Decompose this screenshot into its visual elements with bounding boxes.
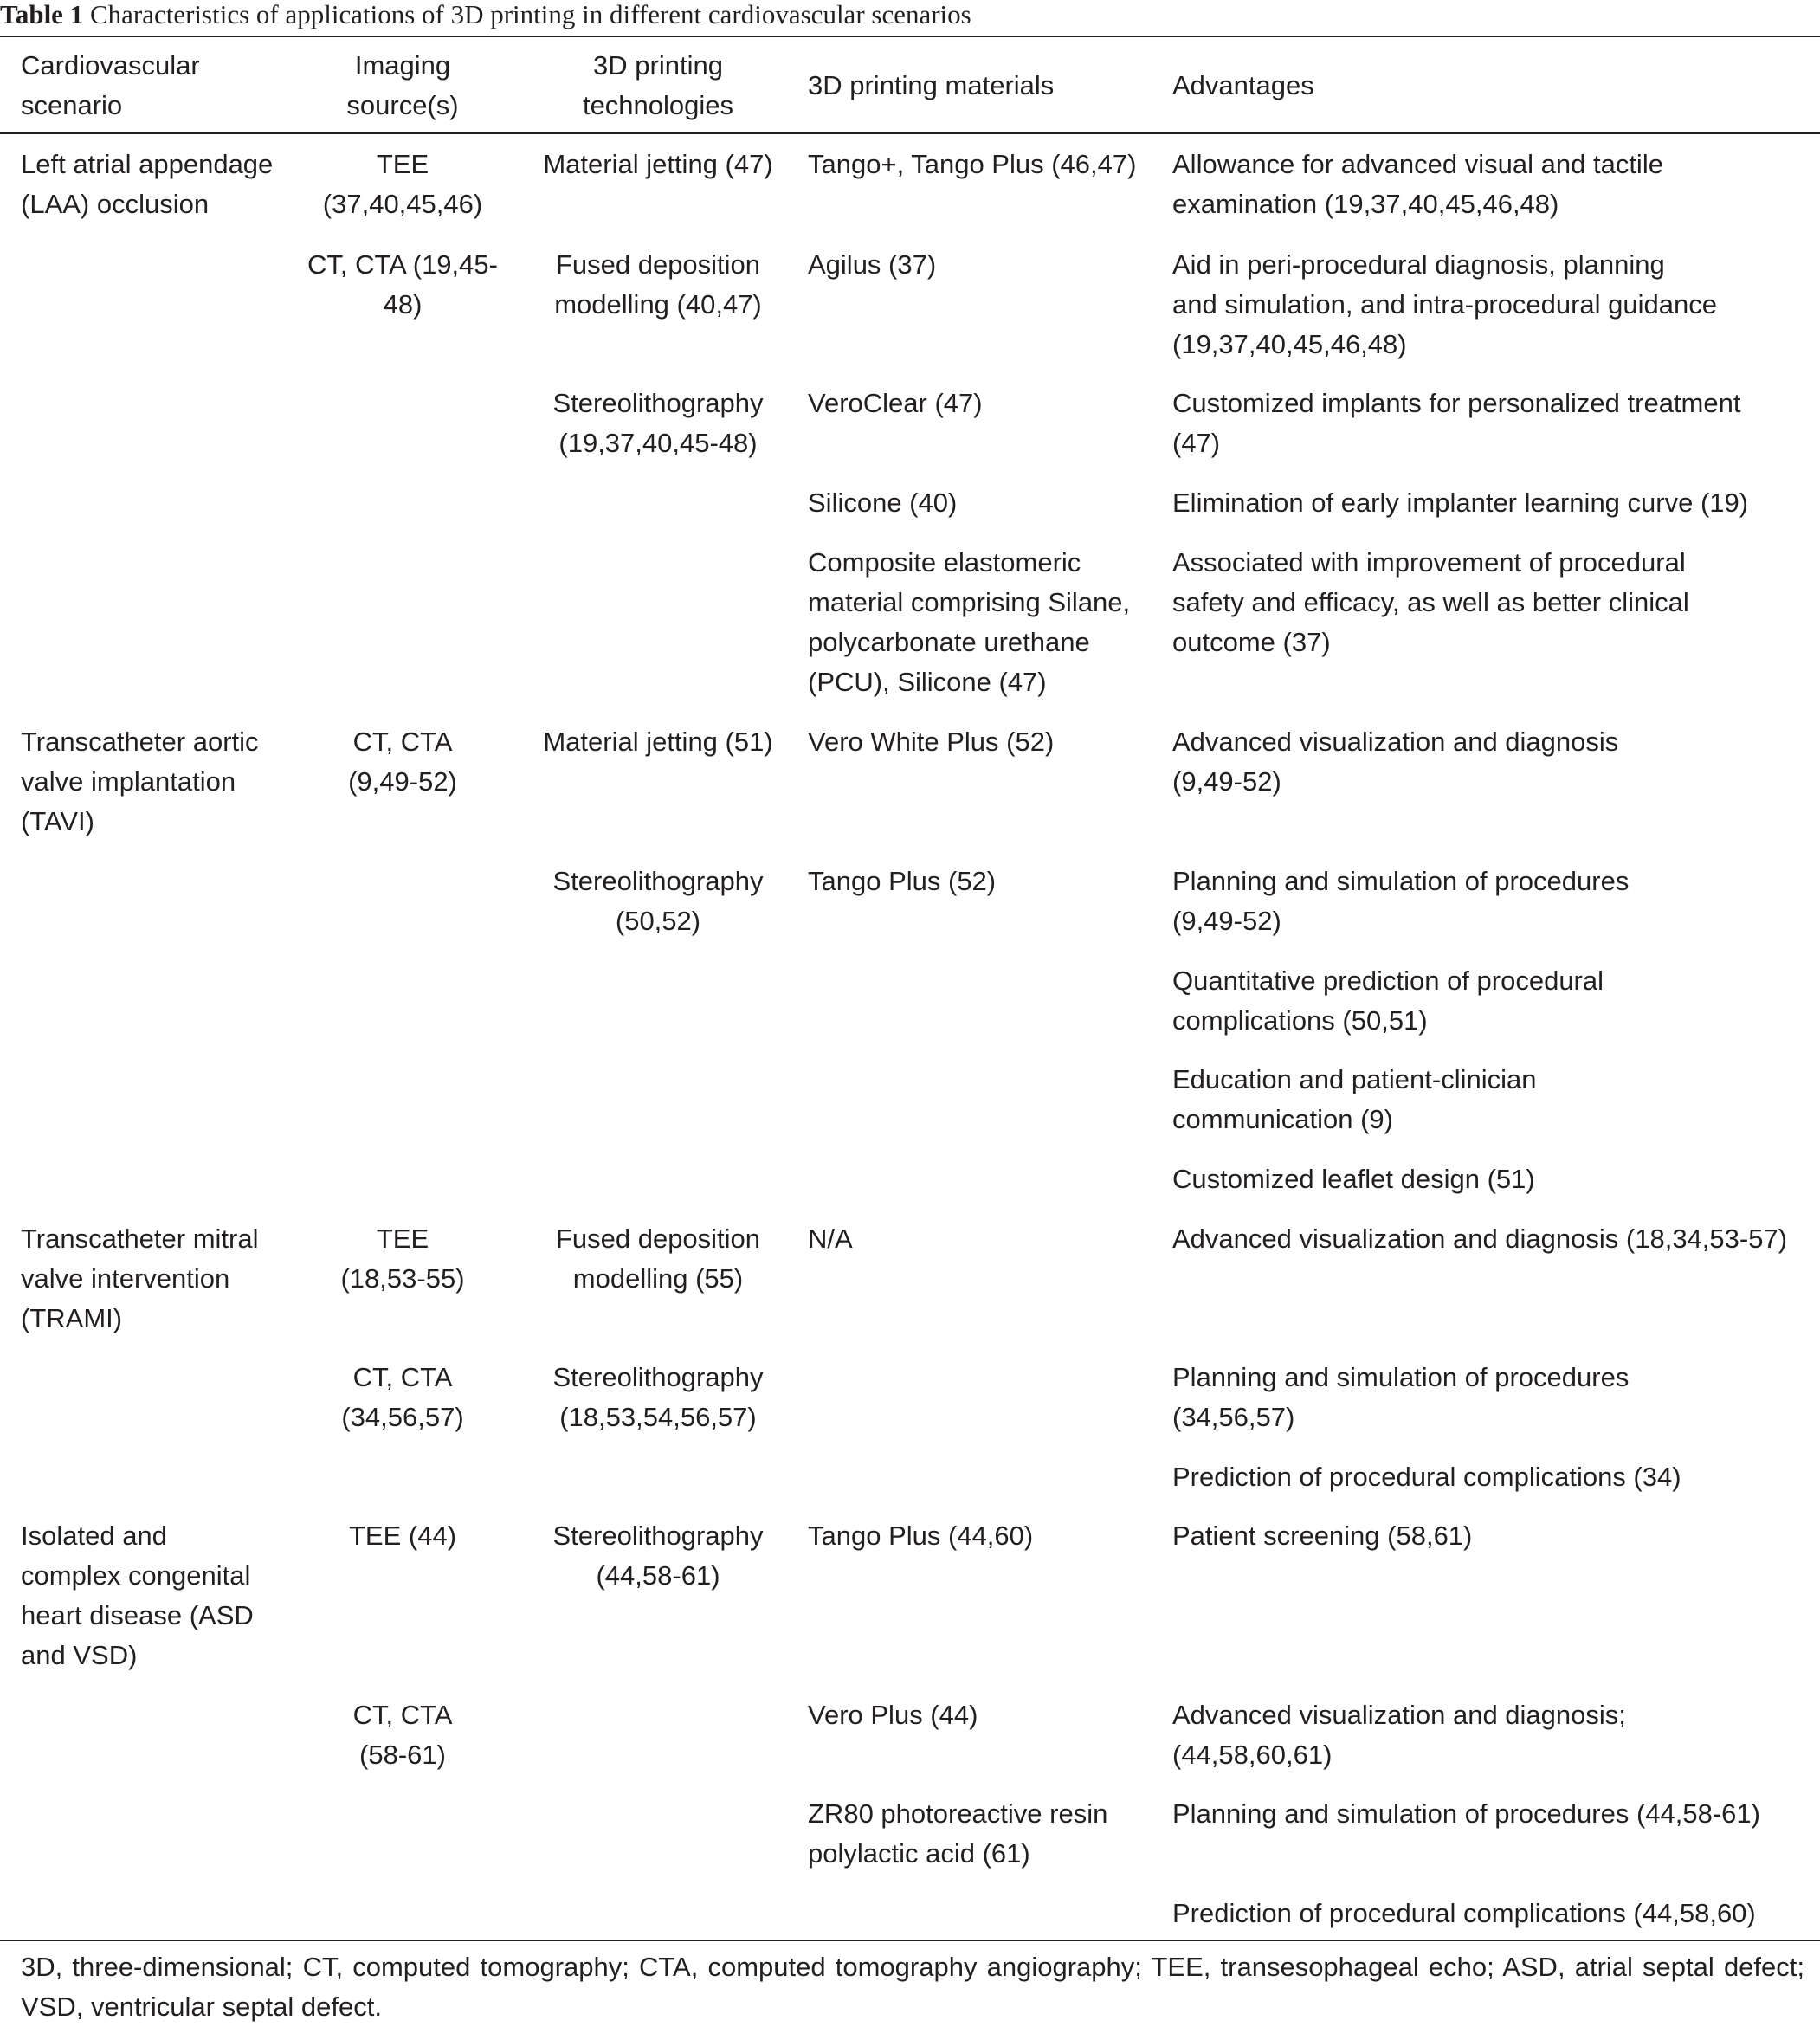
advantage-cell: Patient screening (58,61) (1172, 1520, 1473, 1551)
advantage-cell: Elimination of early implanter learning curve (19) (1172, 487, 1749, 518)
table-title: Characteristics of applications of 3D printing in different cardiovascular scenarios (89, 0, 971, 29)
advantage-cell: Customized implants for personalized treatment (47) (1172, 388, 1741, 458)
table-footnote: 3D, three-dimensional; CT, computed tomography; CTA, computed tomography angiography; TEE, transesophageal echo; ASD, atrial septal defect; VSD, ventricular septal defect. (21, 1952, 1804, 2022)
technology-cell: Stereolithography (18,53,54,56,57) (552, 1362, 764, 1432)
advantage-cell: Associated with improvement of procedural safety and efficacy, as well as better clinical outcome (37) (1172, 547, 1689, 657)
advantage-cell: Planning and simulation of procedures (34,56,57) (1172, 1362, 1630, 1432)
imaging-cell: CT, CTA (34,56,57) (341, 1362, 464, 1432)
technology-cell: Fused deposition modelling (40,47) (554, 249, 762, 320)
material-cell: Composite elastomeric material comprising Silane, polycarbonate urethane (PCU), Silicone (47) (808, 547, 1131, 697)
technology-cell: Material jetting (51) (543, 726, 773, 757)
technology-cell: Material jetting (47) (543, 149, 773, 179)
imaging-cell: TEE (37,40,45,46) (322, 149, 483, 219)
material-cell: Tango Plus (44,60) (808, 1520, 1034, 1551)
material-cell: Tango Plus (52) (808, 866, 997, 896)
advantage-cell: Education and patient-clinician communication (9) (1172, 1064, 1537, 1134)
scenario-cell: Isolated and complex congenital heart disease (ASD and VSD) (21, 1520, 254, 1670)
advantage-cell: Advanced visualization and diagnosis; (44,58,60,61) (1172, 1700, 1626, 1770)
material-cell: N/A (808, 1223, 853, 1254)
header-imaging-sources: Imaging source(s) (346, 50, 459, 120)
table-label: Table 1 (0, 0, 84, 29)
table-bottom-rule (0, 1940, 1820, 1941)
material-cell: Vero White Plus (52) (808, 726, 1055, 757)
technology-cell: Fused deposition modelling (55) (555, 1223, 761, 1294)
material-cell: VeroClear (47) (808, 388, 983, 418)
scenario-cell: Transcatheter aortic valve implantation (TAVI) (21, 726, 259, 836)
advantage-cell: Planning and simulation of procedures (44,58-61) (1172, 1798, 1760, 1829)
scenario-cell: Left atrial appendage (LAA) occlusion (21, 149, 274, 219)
advantage-cell: Customized leaflet design (51) (1172, 1164, 1535, 1194)
technology-cell: Stereolithography (19,37,40,45-48) (552, 388, 764, 458)
advantage-cell: Allowance for advanced visual and tactile examination (19,37,40,45,46,48) (1172, 149, 1663, 219)
header-printing-materials: 3D printing materials (808, 70, 1055, 100)
table-caption (0, 0, 1820, 35)
material-cell: Agilus (37) (808, 249, 937, 280)
material-cell: Silicone (40) (808, 487, 958, 518)
header-advantages: Advantages (1172, 70, 1314, 100)
scenario-cell: Transcatheter mitral valve intervention (TRAMI) (21, 1223, 259, 1333)
imaging-cell: CT, CTA (19,45- 48) (307, 249, 498, 320)
imaging-cell: TEE (44) (348, 1520, 457, 1551)
advantage-cell: Prediction of procedural complications (34) (1172, 1462, 1681, 1492)
imaging-cell: CT, CTA (58-61) (352, 1700, 453, 1770)
header-bottom-rule (0, 132, 1820, 134)
technology-cell: Stereolithography (50,52) (552, 866, 764, 936)
header-printing-technologies: 3D printing technologies (582, 50, 734, 120)
advantage-cell: Planning and simulation of procedures (9,49-52) (1172, 866, 1630, 936)
header-top-rule (0, 36, 1820, 37)
material-cell: Tango+, Tango Plus (46,47) (808, 149, 1137, 179)
imaging-cell: TEE (18,53-55) (340, 1223, 465, 1294)
technology-cell: Stereolithography (44,58-61) (552, 1520, 764, 1591)
advantage-cell: Advanced visualization and diagnosis (9,49-52) (1172, 726, 1619, 797)
advantage-cell: Aid in peri-procedural diagnosis, planning and simulation, and intra-procedural guidance (19,37,40,45,46,48) (1172, 249, 1718, 359)
material-cell: ZR80 photoreactive resin polylactic acid (61) (808, 1798, 1108, 1869)
imaging-cell: CT, CTA (9,49-52) (348, 726, 457, 797)
header-cardiovascular-scenario: Cardiovascular scenario (21, 50, 200, 120)
advantage-cell: Prediction of procedural complications (44,58,60) (1172, 1898, 1756, 1928)
material-cell: Vero Plus (44) (808, 1700, 978, 1730)
advantage-cell: Advanced visualization and diagnosis (18,34,53-57) (1172, 1223, 1788, 1254)
advantage-cell: Quantitative prediction of procedural complications (50,51) (1172, 965, 1604, 1036)
